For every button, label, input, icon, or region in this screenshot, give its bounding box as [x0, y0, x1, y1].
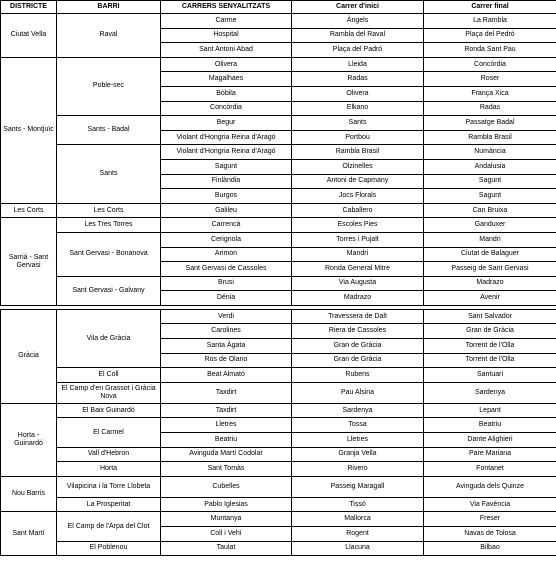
start-street-cell: Tossa: [292, 418, 424, 433]
street-cell: Carolines: [161, 324, 292, 339]
end-street-cell: Rambla Brasil: [424, 130, 556, 145]
street-cell: Violant d'Hongria Reina d'Aragó: [161, 145, 292, 160]
start-street-cell: Antoni de Capmany: [292, 174, 424, 189]
street-cell: Sant Tomàs: [161, 462, 292, 477]
district-cell: Nou Barris: [1, 476, 57, 512]
street-cell: Bòbila: [161, 86, 292, 101]
table-row: [1, 14, 556, 29]
start-street-cell: Ronda General Mitre: [292, 262, 424, 277]
end-street-cell: Radas: [424, 101, 556, 116]
start-street-cell: Jocs Florals: [292, 189, 424, 204]
start-street-cell: Mallorca: [292, 512, 424, 527]
start-street-cell: Travessera de Dalt: [292, 309, 424, 324]
end-street-cell: Sagunt: [424, 189, 556, 204]
start-street-cell: Sardenya: [292, 403, 424, 418]
barri-cell: La Prosperitat: [57, 497, 161, 512]
district-cell: Ciutat Vella: [1, 14, 57, 58]
barri-cell: Les Corts: [57, 203, 161, 218]
end-street-cell: Concòrdia: [424, 57, 556, 72]
barri-cell: Les Tres Torres: [57, 218, 161, 233]
end-street-cell: Freser: [424, 512, 556, 527]
table-row: [1, 382, 556, 403]
end-street-cell: Numància: [424, 145, 556, 160]
table-row: [1, 368, 556, 383]
street-cell: Arimon: [161, 247, 292, 262]
district-cell: Les Corts: [1, 203, 57, 218]
end-street-cell: Via Favència: [424, 497, 556, 512]
barri-cell: El Coll: [57, 368, 161, 383]
street-cell: Olivera: [161, 57, 292, 72]
barri-cell: El Camp d'en Grassot i Gràcia Nova: [57, 382, 161, 403]
table-row: [1, 203, 556, 218]
street-cell: Beatriu: [161, 433, 292, 448]
start-street-cell: Plaça del Padró: [292, 43, 424, 58]
header-districte: DISTRICTE: [1, 1, 57, 14]
barri-cell: Raval: [57, 14, 161, 58]
start-street-cell: Madrazo: [292, 291, 424, 306]
start-street-cell: Caballero: [292, 203, 424, 218]
street-cell: Galileu: [161, 203, 292, 218]
street-cell: Taulat: [161, 541, 292, 556]
end-street-cell: Avinguda dels Quinze: [424, 476, 556, 497]
start-street-cell: Radas: [292, 72, 424, 87]
street-cell: Burgos: [161, 189, 292, 204]
table-row: [1, 497, 556, 512]
barri-cell: Vila de Gràcia: [57, 309, 161, 367]
start-street-cell: Olivera: [292, 86, 424, 101]
street-cell: Santa Àgata: [161, 339, 292, 354]
start-street-cell: Riera de Cassoles: [292, 324, 424, 339]
end-street-cell: Lepant: [424, 403, 556, 418]
table-row: [1, 418, 556, 433]
header-carrers: CARRERS SENYALITZATS: [161, 1, 292, 14]
barri-cell: Sant Gervasi - Bonanova: [57, 232, 161, 276]
start-street-cell: Gran de Gràcia: [292, 339, 424, 354]
start-street-cell: Portbou: [292, 130, 424, 145]
street-cell: Sagunt: [161, 159, 292, 174]
start-street-cell: Pau Alsina: [292, 382, 424, 403]
header-row: [1, 1, 556, 14]
header-inici: Carrer d'inici: [292, 1, 424, 14]
start-street-cell: Granja Vella: [292, 447, 424, 462]
end-street-cell: Torrent de l'Olla: [424, 353, 556, 368]
end-street-cell: Roser: [424, 72, 556, 87]
end-street-cell: Bilbao: [424, 541, 556, 556]
street-cell: Beat Almató: [161, 368, 292, 383]
start-street-cell: Rambla Brasil: [292, 145, 424, 160]
end-street-cell: Ganduxer: [424, 218, 556, 233]
table-row: [1, 218, 556, 233]
street-cell: Concòrdia: [161, 101, 292, 116]
start-street-cell: Àngels: [292, 14, 424, 29]
barri-cell: El Carmel: [57, 418, 161, 447]
table-row: [1, 232, 556, 247]
barri-cell: El Baix Guinardó: [57, 403, 161, 418]
end-street-cell: Madrazo: [424, 276, 556, 291]
street-cell: Sant Antoni Abad: [161, 43, 292, 58]
start-street-cell: Rambla del Raval: [292, 28, 424, 43]
start-street-cell: Gran de Gràcia: [292, 353, 424, 368]
start-street-cell: Rivero: [292, 462, 424, 477]
table-row: [1, 309, 556, 324]
table-row: [1, 403, 556, 418]
end-street-cell: Dante Alighieri: [424, 433, 556, 448]
start-street-cell: Passeig Maragall: [292, 476, 424, 497]
street-cell: Ros de Olano: [161, 353, 292, 368]
end-street-cell: Passatge Badal: [424, 116, 556, 131]
start-street-cell: Mandri: [292, 247, 424, 262]
district-cell: Sant Martí: [1, 512, 57, 556]
district-cell: Gràcia: [1, 309, 57, 403]
table-row: [1, 447, 556, 462]
table-row: [1, 462, 556, 477]
barri-cell: Sants: [57, 145, 161, 203]
street-cell: Avinguda Martí Codolar: [161, 447, 292, 462]
table-row: [1, 476, 556, 497]
table-row: [1, 116, 556, 131]
start-street-cell: Lleida: [292, 57, 424, 72]
start-street-cell: Tissó: [292, 497, 424, 512]
street-cell: Finlàndia: [161, 174, 292, 189]
street-cell: Dénia: [161, 291, 292, 306]
barri-cell: El Poblenou: [57, 541, 161, 556]
header-barri: BARRI: [57, 1, 161, 14]
street-cell: Magalhaes: [161, 72, 292, 87]
end-street-cell: Ciutat de Balaguer: [424, 247, 556, 262]
street-cell: Carrencà: [161, 218, 292, 233]
end-street-cell: Navas de Tolosa: [424, 527, 556, 542]
end-street-cell: Santuari: [424, 368, 556, 383]
start-street-cell: Rubens: [292, 368, 424, 383]
end-street-cell: Ronda Sant Pau: [424, 43, 556, 58]
end-street-cell: Fontanet: [424, 462, 556, 477]
end-street-cell: Andalusia: [424, 159, 556, 174]
end-street-cell: Can Bruixa: [424, 203, 556, 218]
district-cell: Horta - Guinardó: [1, 403, 57, 476]
end-street-cell: Passeig de Sant Gervasi: [424, 262, 556, 277]
street-cell: Taxdirt: [161, 403, 292, 418]
street-cell: Lletres: [161, 418, 292, 433]
end-street-cell: Beatriu: [424, 418, 556, 433]
table-row: [1, 276, 556, 291]
end-street-cell: Mandri: [424, 232, 556, 247]
street-cell: Sant Gervasi de Cassoles: [161, 262, 292, 277]
barri-cell: Sant Gervasi - Galvany: [57, 276, 161, 305]
street-cell: Taxdirt: [161, 382, 292, 403]
barri-cell: Poble-sec: [57, 57, 161, 115]
end-street-cell: Pare Mariana: [424, 447, 556, 462]
table-row: [1, 512, 556, 527]
end-street-cell: Avenir: [424, 291, 556, 306]
street-cell: Verdi: [161, 309, 292, 324]
start-street-cell: Elkano: [292, 101, 424, 116]
street-cell: Pablo Iglesias: [161, 497, 292, 512]
end-street-cell: França Xica: [424, 86, 556, 101]
barri-cell: El Camp de l'Arpa del Clot: [57, 512, 161, 541]
start-street-cell: Llacuna: [292, 541, 424, 556]
barri-cell: Horta: [57, 462, 161, 477]
street-cell: Cubelles: [161, 476, 292, 497]
start-street-cell: Via Augusta: [292, 276, 424, 291]
start-street-cell: Olzinelles: [292, 159, 424, 174]
barri-cell: Sants - Badal: [57, 116, 161, 145]
start-street-cell: Lletres: [292, 433, 424, 448]
district-cell: Sants - Montjuïc: [1, 57, 57, 203]
street-cell: Begur: [161, 116, 292, 131]
street-cell: Carme: [161, 14, 292, 29]
header-final: Carrer final: [424, 1, 556, 14]
street-cell: Brusi: [161, 276, 292, 291]
street-cell: Cerignola: [161, 232, 292, 247]
street-cell: Coll i Vehí: [161, 527, 292, 542]
end-street-cell: Sant Salvador: [424, 309, 556, 324]
street-cell: Muntanya: [161, 512, 292, 527]
end-street-cell: Torrent de l'Olla: [424, 339, 556, 354]
end-street-cell: Gran de Gràcia: [424, 324, 556, 339]
table-body: [1, 14, 556, 556]
street-cell: Violant d'Hongria Reina d'Aragó: [161, 130, 292, 145]
start-street-cell: Rogent: [292, 527, 424, 542]
barri-cell: Vall d'Hebron: [57, 447, 161, 462]
barri-cell: Vilapicina i la Torre Llobeta: [57, 476, 161, 497]
table-row: [1, 145, 556, 160]
district-cell: Sarrià - Sant Gervasi: [1, 218, 57, 306]
end-street-cell: Sagunt: [424, 174, 556, 189]
end-street-cell: La Rambla: [424, 14, 556, 29]
table-row: [1, 541, 556, 556]
start-street-cell: Sants: [292, 116, 424, 131]
end-street-cell: Plaça del Pedró: [424, 28, 556, 43]
table-row: [1, 57, 556, 72]
street-cell: Hospital: [161, 28, 292, 43]
start-street-cell: Torres i Pujalt: [292, 232, 424, 247]
end-street-cell: Sardenya: [424, 382, 556, 403]
start-street-cell: Escoles Pies: [292, 218, 424, 233]
